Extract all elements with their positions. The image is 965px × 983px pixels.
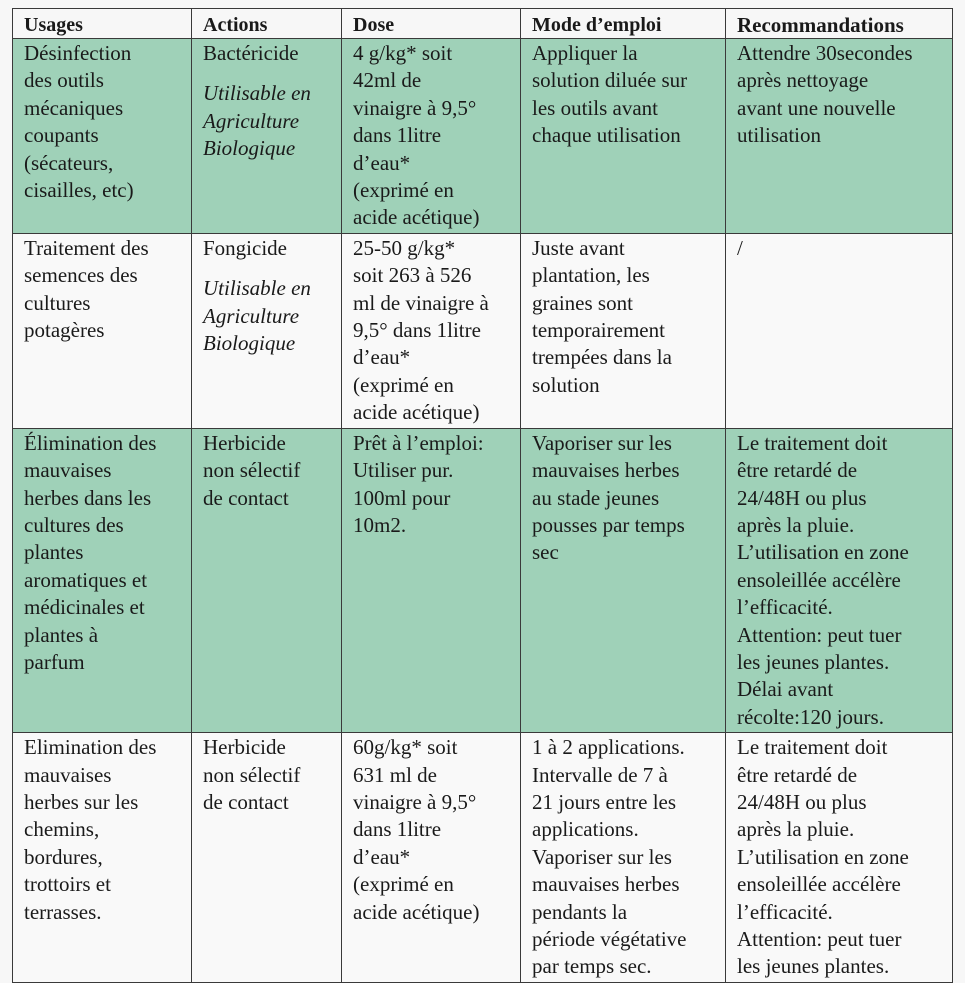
cell-line: coupants [24,123,99,148]
cell-line: Délai avant [737,677,834,702]
cell-line: Attention: peut tuer [737,927,902,951]
cell-line: plantes [24,540,84,565]
cell-line: non sélectif [203,762,301,787]
cell-line: être retardé de [737,762,858,787]
cell-line: Vaporiser sur les [532,430,672,455]
cell-line: des outils [24,68,104,93]
cell-line: (sécateurs, [24,150,114,175]
dose-cell [342,233,521,428]
action-cell [192,428,342,732]
recommandation-cell [726,733,953,983]
cell-line: acide acétique) [353,205,480,230]
cell-line: acide acétique) [353,899,480,924]
cell-line: les outils avant [532,95,658,120]
cell-line: vinaigre à 9,5° [353,95,477,120]
cell-line: 4 g/kg* soit [353,41,453,65]
cell-line: période végétative [532,927,687,951]
cell-line: 21 jours entre les [532,789,677,814]
cell-line: les jeunes plantes. [737,649,890,674]
organic-note-line: Agriculture [203,303,300,328]
organic-note-line: Biologique [203,331,296,356]
cell-line: dans 1litre [353,123,442,148]
cell-line: chaque utilisation [532,123,681,148]
organic-note-line: Agriculture [203,108,300,133]
cell-line: mécaniques [24,95,124,120]
cell-line: applications. [532,817,639,842]
cell-line: Bactéricide [203,41,299,65]
cell-line: Prêt à l’emploi: [353,430,484,455]
cell-line: 631 ml de [353,762,437,787]
cell-line: médicinales et [24,595,145,620]
cell-line: L’utilisation en zone [737,540,909,565]
recommandation-cell [726,428,953,732]
cell-line: ensoleillée accélère [737,567,901,592]
cell-line: temporairement [532,318,665,343]
cell-line: Vaporiser sur les [532,844,672,869]
cell-line: l’efficacité. [737,595,833,620]
cell-line: après nettoyage [737,68,869,93]
cell-line: les jeunes plantes. [737,954,890,979]
mode-cell [521,233,726,428]
usage-cell [13,428,192,732]
usage-table [12,8,953,983]
cell-line: être retardé de [737,458,858,483]
cell-line: Herbicide [203,735,286,760]
table-row [13,733,953,983]
cell-line: ml de vinaigre à [353,290,489,315]
header-usages: Usages [13,9,192,39]
cell-line: 100ml pour [353,485,451,510]
cell-line: herbes dans les [24,485,152,510]
cell-line: L’utilisation en zone [737,844,909,869]
cell-line: après la pluie. [737,512,855,537]
cell-line: chemins, [24,817,100,842]
cell-line: graines sont [532,290,633,315]
cell-line: mauvaises [24,458,112,483]
cell-line: solution diluée sur [532,68,688,93]
mode-cell [521,733,726,983]
header-recommandations: Recommandations [726,9,953,39]
table-row [13,428,953,732]
cell-line: cultures des [24,512,124,537]
cell-line: d’eau* [353,345,411,370]
cell-line: de contact [203,485,289,510]
cell-line: 60g/kg* soit [353,735,458,760]
cell-line: 24/48H ou plus [737,789,867,814]
cell-line: Elimination des [24,735,157,760]
cell-line: 42ml de [353,68,422,93]
cell-line: Juste avant [532,235,625,260]
cell-line: acide acétique) [353,400,480,425]
organic-note-line: Biologique [203,136,296,161]
cell-line: potagères [24,318,105,343]
cell-line: Attention: peut tuer [737,622,902,647]
usage-cell [13,233,192,428]
table-row [13,233,953,428]
cell-line: l’efficacité. [737,899,833,924]
cell-line: Élimination des [24,430,157,455]
cell-line: mauvaises [24,762,112,787]
cell-line: de contact [203,789,289,814]
cell-line: dans 1litre [353,817,442,842]
cell-line: vinaigre à 9,5° [353,789,477,814]
cell-line: après la pluie. [737,817,855,842]
cell-line: (exprimé en [353,178,454,203]
action-cell [192,733,342,983]
recommandation-cell [726,233,953,428]
cell-line: d’eau* [353,844,411,869]
cell-line: semences des [24,263,138,288]
header-actions: Actions [192,9,342,39]
cell-line: parfum [24,649,85,674]
cell-line: soit 263 à 526 [353,263,472,288]
header-mode: Mode d’emploi [521,9,726,39]
cell-line: pousses par temps [532,512,685,537]
cell-line: sec [532,540,559,565]
cell-line: 25-50 g/kg* [353,235,456,260]
cell-line: cultures [24,290,91,315]
cell-line: (exprimé en [353,372,454,397]
cell-line: terrasses. [24,899,102,924]
cell-line: Désinfection [24,41,132,65]
cell-line: par temps sec. [532,954,652,979]
cell-line: Fongicide [203,235,287,260]
cell-line: 24/48H ou plus [737,485,867,510]
cell-line: trempées dans la [532,345,672,370]
cell-line: récolte:120 jours. [737,704,884,729]
usage-cell [13,733,192,983]
organic-note-line: Utilisable en [203,276,311,301]
cell-line: 9,5° dans 1litre [353,318,481,343]
cell-line: Attendre 30secondes [737,41,913,65]
organic-note-line: Utilisable en [203,81,311,106]
cell-line: (exprimé en [353,872,454,897]
cell-line: mauvaises herbes [532,458,680,483]
cell-line: plantation, les [532,263,650,288]
cell-line: utilisation [737,123,821,148]
cell-line: Intervalle de 7 à [532,762,668,787]
cell-line: pendants la [532,899,628,924]
cell-line: 1 à 2 applications. [532,735,685,760]
cell-line: d’eau* [353,150,411,175]
dose-cell [342,428,521,732]
action-cell [192,233,342,428]
table-row [13,39,953,234]
cell-line: / [737,235,743,260]
cell-line: Utiliser pur. [353,458,454,483]
cell-line: Appliquer la [532,41,638,65]
mode-cell [521,39,726,234]
cell-line: non sélectif [203,458,301,483]
cell-line: plantes à [24,622,99,647]
cell-line: solution [532,372,600,397]
cell-line: Traitement des [24,235,149,260]
dose-cell [342,733,521,983]
action-cell [192,39,342,234]
cell-line: Herbicide [203,430,286,455]
cell-line: avant une nouvelle [737,95,896,120]
cell-line: cisailles, etc) [24,178,134,203]
header-row [13,9,953,39]
cell-line: Le traitement doit [737,430,888,455]
dose-cell [342,39,521,234]
cell-line: au stade jeunes [532,485,660,510]
cell-line: bordures, [24,844,103,869]
header-dose: Dose [342,9,521,39]
recommandation-cell [726,39,953,234]
usage-cell [13,39,192,234]
cell-line: Le traitement doit [737,735,888,760]
cell-line: 10m2. [353,512,407,537]
cell-line: aromatiques et [24,567,148,592]
cell-line: trottoirs et [24,872,111,897]
cell-line: mauvaises herbes [532,872,680,897]
cell-line: herbes sur les [24,789,139,814]
mode-cell [521,428,726,732]
cell-line: ensoleillée accélère [737,872,901,897]
